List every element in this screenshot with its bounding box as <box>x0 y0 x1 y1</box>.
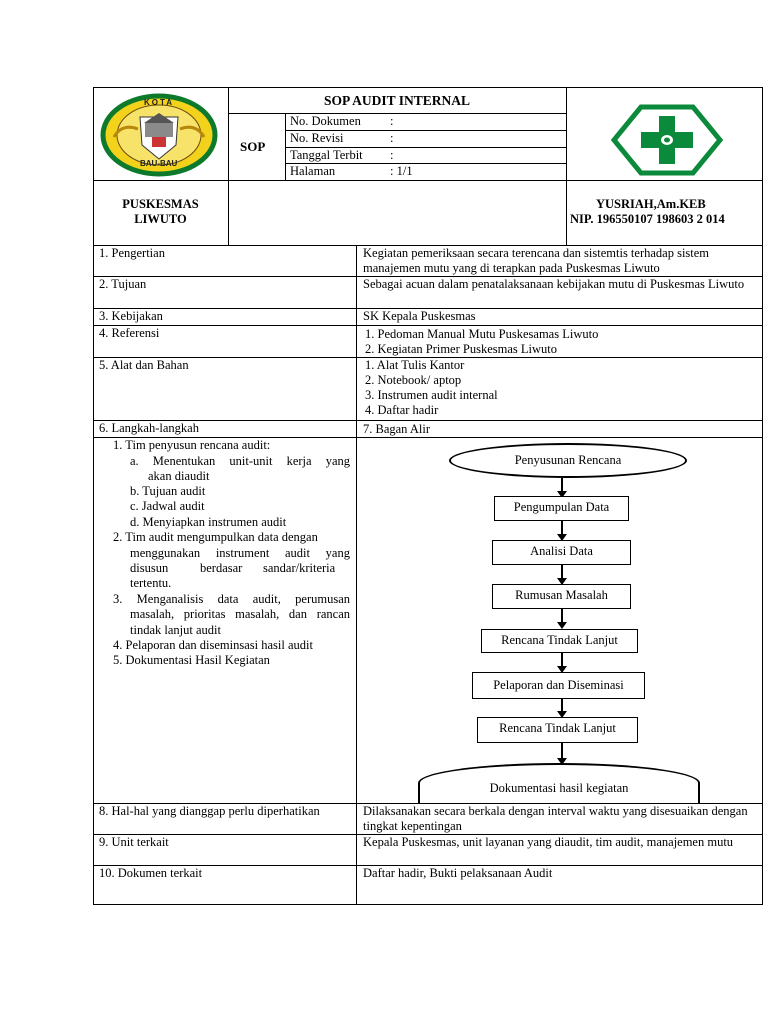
step-5: 5. Dokumentasi Hasil Kegiatan <box>113 653 270 667</box>
flow-arrow <box>561 521 563 535</box>
step-2-cont: sandar/kriteria <box>263 561 336 575</box>
flow-step-box: Rencana Tindak Lanjut <box>481 629 638 653</box>
referensi-label: 4. Referensi <box>99 326 160 340</box>
flow-step-box: Rumusan Masalah <box>492 584 631 609</box>
hal-label: 8. Hal-hal yang dianggap perlu diperhatikan <box>99 804 320 818</box>
flow-arrow <box>561 609 563 623</box>
step-2-cont: berdasar <box>200 561 243 575</box>
step-2-cont: tertentu. <box>130 576 172 590</box>
field-tanggal-label: Tanggal Terbit <box>290 148 363 162</box>
referensi-item: 2. Kegiatan Primer Puskesmas Liwuto <box>365 342 557 356</box>
unit-value: Kepala Puskesmas, unit layanan yang diaudit, tim audit, manajemen mutu <box>363 835 734 849</box>
step-2: 2. Tim audit mengumpulkan data dengan <box>113 530 318 544</box>
step-1c: c. Jadwal audit <box>130 499 205 513</box>
puskesmas-logo <box>611 104 723 176</box>
field-halaman-label: Halaman <box>290 164 336 178</box>
org-name-line1: PUSKESMAS <box>122 197 199 211</box>
langkah-label: 6. Langkah-langkah <box>99 421 199 435</box>
flow-step-box: Analisi Data <box>492 540 631 565</box>
flow-arrow <box>561 565 563 579</box>
field-no-dokumen-value: : <box>390 114 394 128</box>
tujuan-label: 2. Tujuan <box>99 277 147 291</box>
step-1d: d. Menyiapkan instrumen audit <box>130 515 287 529</box>
unit-label: 9. Unit terkait <box>99 835 169 849</box>
alat-item: 1. Alat Tulis Kantor <box>365 358 465 372</box>
step-3-cont: masalah, prioritas masalah, dan rancan <box>130 607 350 621</box>
step-1a-cont: akan diaudit <box>148 469 210 483</box>
org-name-line2: LIWUTO <box>134 212 187 226</box>
dokumen-value: Daftar hadir, Bukti pelaksanaan Audit <box>363 866 553 880</box>
flow-arrow <box>561 653 563 667</box>
step-1: 1. Tim penyusun rencana audit: <box>113 438 271 452</box>
alat-item: 4. Daftar hadir <box>365 403 439 417</box>
dokumen-label: 10. Dokumen terkait <box>99 866 203 880</box>
step-1a: a. Menentukan unit-unit kerja yang <box>130 454 350 468</box>
kebijakan-label: 3. Kebijakan <box>99 309 163 323</box>
field-no-revisi-value: : <box>390 131 394 145</box>
hal-value: Dilaksanakan secara berkala dengan interval waktu yang disesuaikan dengan tingkat kepentingan <box>363 804 748 833</box>
step-2-cont: disusun <box>130 561 169 575</box>
kebijakan-value: SK Kepala Puskesmas <box>363 309 476 323</box>
field-tanggal-value: : <box>390 148 394 162</box>
flow-arrow <box>561 478 563 492</box>
flow-arrow <box>561 699 563 712</box>
referensi-item: 1. Pedoman Manual Mutu Puskesamas Liwuto <box>365 327 599 341</box>
alat-item: 2. Notebook/ aptop <box>365 373 462 387</box>
step-3-cont: tindak lanjut audit <box>130 623 221 637</box>
document-title: SOP AUDIT INTERNAL <box>323 93 471 108</box>
pengertian-label: 1. Pengertian <box>99 246 165 260</box>
pengertian-value: Kegiatan pemeriksaan secara terencana dan sistemtis terhadap sistem manajemen mutu yang di terapkan pada Puskesmas Liwuto <box>363 246 710 275</box>
flow-arrow <box>561 743 563 759</box>
field-no-dokumen-label: No. Dokumen <box>290 114 361 128</box>
field-no-revisi-label: No. Revisi <box>290 131 344 145</box>
flow-end-oval: Dokumentasi hasil kegiatan <box>418 763 700 803</box>
field-halaman-value: : 1/1 <box>390 164 413 178</box>
flow-step-box: Pengumpulan Data <box>494 496 629 521</box>
step-1b: b. Tujuan audit <box>130 484 206 498</box>
bagan-label: 7. Bagan Alir <box>363 422 431 436</box>
logo-text-top: KOTA <box>144 98 175 107</box>
sop-label: SOP <box>240 139 266 154</box>
flow-start-oval: Penyusunan Rencana <box>449 443 687 478</box>
alat-item: 3. Instrumen audit internal <box>365 388 498 402</box>
step-4: 4. Pelaporan dan diseminsasi hasil audit <box>113 638 313 652</box>
alat-label: 5. Alat dan Bahan <box>99 358 189 372</box>
step-2-cont: menggunakan instrument audit yang <box>130 546 350 560</box>
step-3: 3. Menganalisis data audit, perumusan <box>113 592 350 606</box>
logo-text-bottom: BAU-BAU <box>140 159 178 168</box>
health-cross-icon <box>611 104 723 176</box>
flow-step-box: Rencana Tindak Lanjut <box>477 717 638 743</box>
flow-step-box: Pelaporan dan Diseminasi <box>472 672 645 699</box>
tujuan-value: Sebagai acuan dalam penatalaksanaan kebijakan mutu di Puskesmas Liwuto <box>363 277 745 291</box>
signer-nip: NIP. 196550107 198603 2 014 <box>570 212 725 226</box>
signer-name: YUSRIAH,Am.KEB <box>596 197 706 211</box>
city-logo <box>100 93 218 177</box>
